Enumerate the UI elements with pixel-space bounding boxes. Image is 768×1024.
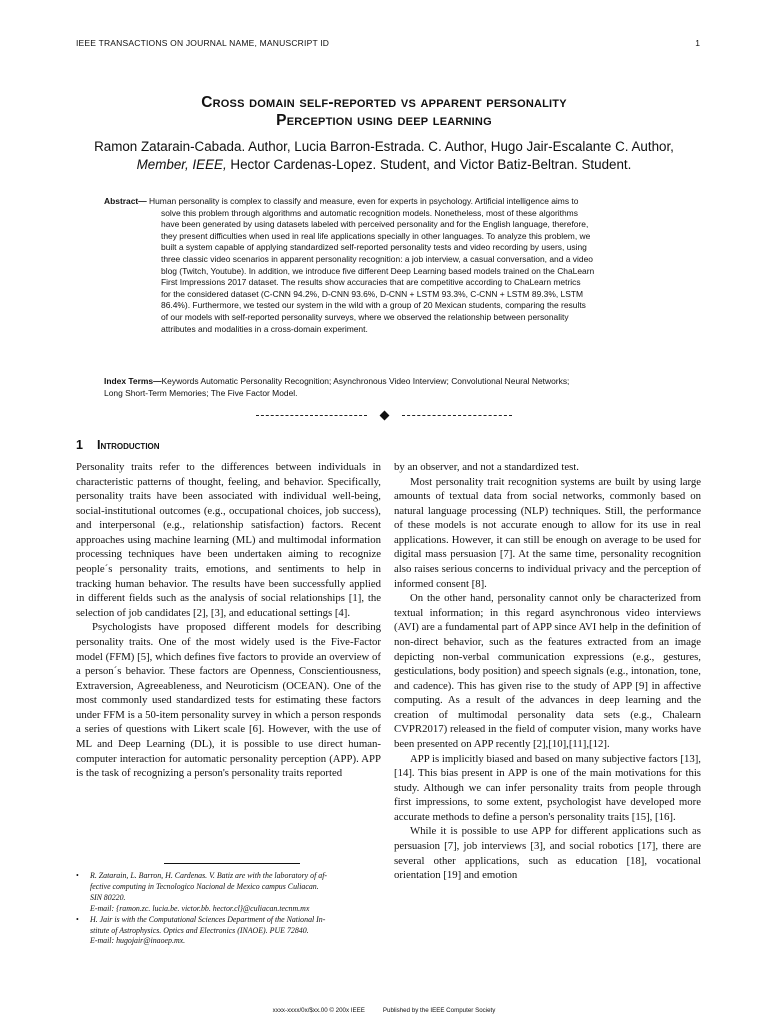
divider-dashes-right: [402, 415, 513, 416]
footer-code: xxxx-xxxx/0x/$xx.00 © 200x IEEE: [272, 1007, 365, 1014]
footnote-line: fective computing in Tecnologico Nacional de Mexico campus Culiacan.: [90, 881, 319, 891]
footnote-line: H. Jair is with the Computational Sciences Department of the National In-: [90, 914, 326, 924]
body-column-left: [76, 460, 381, 781]
paragraph: On the other hand, personality cannot only be characterized from textual information; in this regard asynchronous video interviews (AVI) are a fundamental part of APP since AVI help in the definition of non-direct behavior, such as the features extracted from an image depicting non-verbal communication expressions (e.g., gestures, gesticulations, body position) and speech signals (e.g., intonation, tone, and cadence). This has given rise to the study of APP [9] in affective computing. As a result of the advances in deep learning and the creation of multimodal personality data sets (e.g., Chalearn CVPR2017) released in the field of computer vision, many works have been presented on APP recently [2],[10],[11],[12].: [394, 592, 701, 750]
section-title-initial: I: [96, 438, 101, 452]
paper-title-line-2: Perception using deep learning: [276, 112, 492, 129]
abstract-line: have been generated by using datasets labeled with perceived personality and for the English language, therefore,: [161, 219, 589, 230]
abstract-line: of our models with self-reported personality surveys, where we observed the relationship between personality: [161, 311, 569, 322]
abstract-line: blog (Twitch, Youtube). In addition, we introduce five different Deep Learning based models trained on the ChaLearn: [161, 265, 595, 276]
footnote-rule: [164, 863, 300, 864]
section-number: 1: [76, 438, 83, 452]
paragraph: by an observer, and not a standardized test.: [394, 461, 579, 473]
bullet-icon: •: [76, 871, 79, 880]
index-terms-line-2: Long Short-Term Memories; The Five Factor Model.: [104, 387, 298, 398]
running-header: IEEE TRANSACTIONS ON JOURNAL NAME, MANUSCRIPT ID: [76, 38, 330, 48]
footnotes: [76, 871, 381, 947]
abstract-line-0: [104, 196, 675, 208]
abstract-text-first: Human personality is complex to classify and measure, even for experts in psychology. Artificial intelligence aims to: [146, 196, 579, 206]
footnote-line: E-mail: hugojair@inaoep.mx.: [90, 936, 186, 946]
author-line-2: [66, 156, 702, 174]
author-list: [66, 138, 702, 174]
section-divider: [256, 408, 512, 422]
index-terms-line-1: [104, 376, 675, 388]
paper-title: [76, 94, 692, 130]
abstract-line: attributes and modalities in a cross-domain experiment.: [161, 323, 368, 334]
paragraph: While it is possible to use APP for different applications such as persuasion [7], job interviews [3], and social robotics [17], there are several other applications, such as education [18], vocational orientation [19] and emotion: [394, 825, 701, 882]
abstract-line: built a system capable of applying standardized self-reported personality tests and video recording by users, using: [161, 242, 587, 253]
index-terms-text-1: Keywords Automatic Personality Recognition; Asynchronous Video Interview; Convolutional Neural Networks;: [161, 376, 570, 386]
footnote-item: [76, 871, 381, 915]
footnote-line: R. Zatarain, L. Barron, H. Cardenas. V. Batiz are with the laboratory of af-: [90, 871, 328, 880]
index-terms-label: Index Terms: [104, 376, 154, 386]
abstract-line: First Impressions 2017 dataset. The results show accuracies that are competitive according to ChaLearn metrics: [161, 277, 581, 288]
paragraph: Psychologists have proposed different models for describing personality traits. One of the most widely used is the Five-Factor model (FFM) [5], which defines five factors to provide an overview of a person´s behavior. These factors are Openness, Conscientiousness, Extraversion, Agreeableness, and Neuroticism (OCEAN). One of the most commonly used standardized tests for estimating these factors under FFM is a 50-item personality survey in which a person responds a series of questions with Likert scale [6]. However, with the use of ML and Deep Learning (DL), it is possible to use direct human-computer interaction for automatic personality perception (APP). APP is the task of recognizing a person's personality traits reported: [76, 621, 381, 780]
footer-publisher: Published by the IEEE Computer Society: [382, 1007, 496, 1014]
footnote-item: [76, 915, 381, 948]
divider-dashes-left: [256, 415, 367, 416]
paragraph: Most personality trait recognition systems are built by using large amounts of textual data from social networks, commonly based on natural language processing (NLP) techniques. Still, the performance of these models is not accurate enough to allow for its use in real applications. However, it can still be enough on average to be used for digital mass persuasion [7]. At the same time, personality recognition also raises serious concerns to individual privacy and the perception of informed consent [8].: [394, 475, 701, 590]
abstract-line: three classic video scenarios in apparent personality recognition: a job interview, a casual conversation, and a video: [161, 253, 593, 264]
abstract-dash: —: [138, 196, 147, 206]
index-terms-dash: —: [153, 376, 162, 386]
section-title-rest: ntroduction: [100, 440, 160, 452]
abstract-line: 86.4%). Furthermore, we tested our system in the wild with a group of 20 Mexican students, comparing the results: [161, 300, 586, 311]
abstract-line: for the considered dataset (C-CNN 94.2%, D-CNN 93.6%, D-CNN + LSTM 93.3%, C-CNN + LSTM 89.3%, LSTM: [161, 288, 584, 299]
section-heading: [76, 438, 160, 452]
abstract: [104, 196, 675, 335]
index-terms: [104, 376, 675, 399]
diamond-icon: [379, 410, 389, 420]
paragraph: APP is implicitly biased and based on many subjective factors [13],[14]. This bias present in APP is one of the main motivations for this study. Although we can infer personality traits from people through first impressions, to some extent, psychologist have developed more accurate methods to define a person's personality traits [15], [16].: [394, 752, 701, 823]
member-ieee-note: Member, IEEE,: [136, 157, 227, 172]
paragraph: Personality traits refer to the differences between individuals in characteristic patterns of thought, feeling, and behavior. Specifically, personality traits have been associated with individual well-being, social-institutional outcomes (e.g., occupational choices, job success), and interpersonal (e.g., relationship satisfaction) factors. Recent approaches using machine learning (ML) and multimodal information processing techniques have been undertaken aiming to recognize people´s personality traits, emotions, and sentiments to help in tracking human behavior. The results have been successfully applied in different fields such as the analysis of social relationships [1], the selection of job candidates [2], [3], and educational settings [4].: [76, 461, 381, 619]
author-line-2-rest: Hector Cardenas-Lopez. Student, and Victor Batiz-Beltran. Student.: [226, 157, 632, 172]
abstract-label: Abstract: [104, 196, 139, 206]
paper-title-line-1: Cross domain self-reported vs apparent personality: [201, 94, 567, 111]
footnote-line: SIN 80220.: [90, 892, 126, 902]
abstract-line: solve this problem through algorithms and automatic recognition models. Nonetheless, most of these algorithms: [161, 207, 578, 218]
footnote-line: E-mail: {ramon.zc. lucia.be. victor.bb. hector.cl}@culiacan.tecnm.mx: [90, 903, 310, 913]
bullet-icon: •: [76, 914, 79, 924]
author-line-1: Ramon Zatarain-Cabada. Author, Lucia Barron-Estrada. C. Author, Hugo Jair-Escalante C. Author,: [94, 139, 674, 154]
page-number: 1: [695, 38, 700, 48]
body-column-right: [394, 460, 701, 883]
abstract-line: they present difficulties when used in real life applications specially in other languages. To analyze this problem, we: [161, 230, 591, 241]
footnote-line: stitute of Astrophysics. Optics and Electronics (INAOE). PUE 72840.: [90, 925, 309, 935]
page-footer: [0, 1007, 768, 1014]
